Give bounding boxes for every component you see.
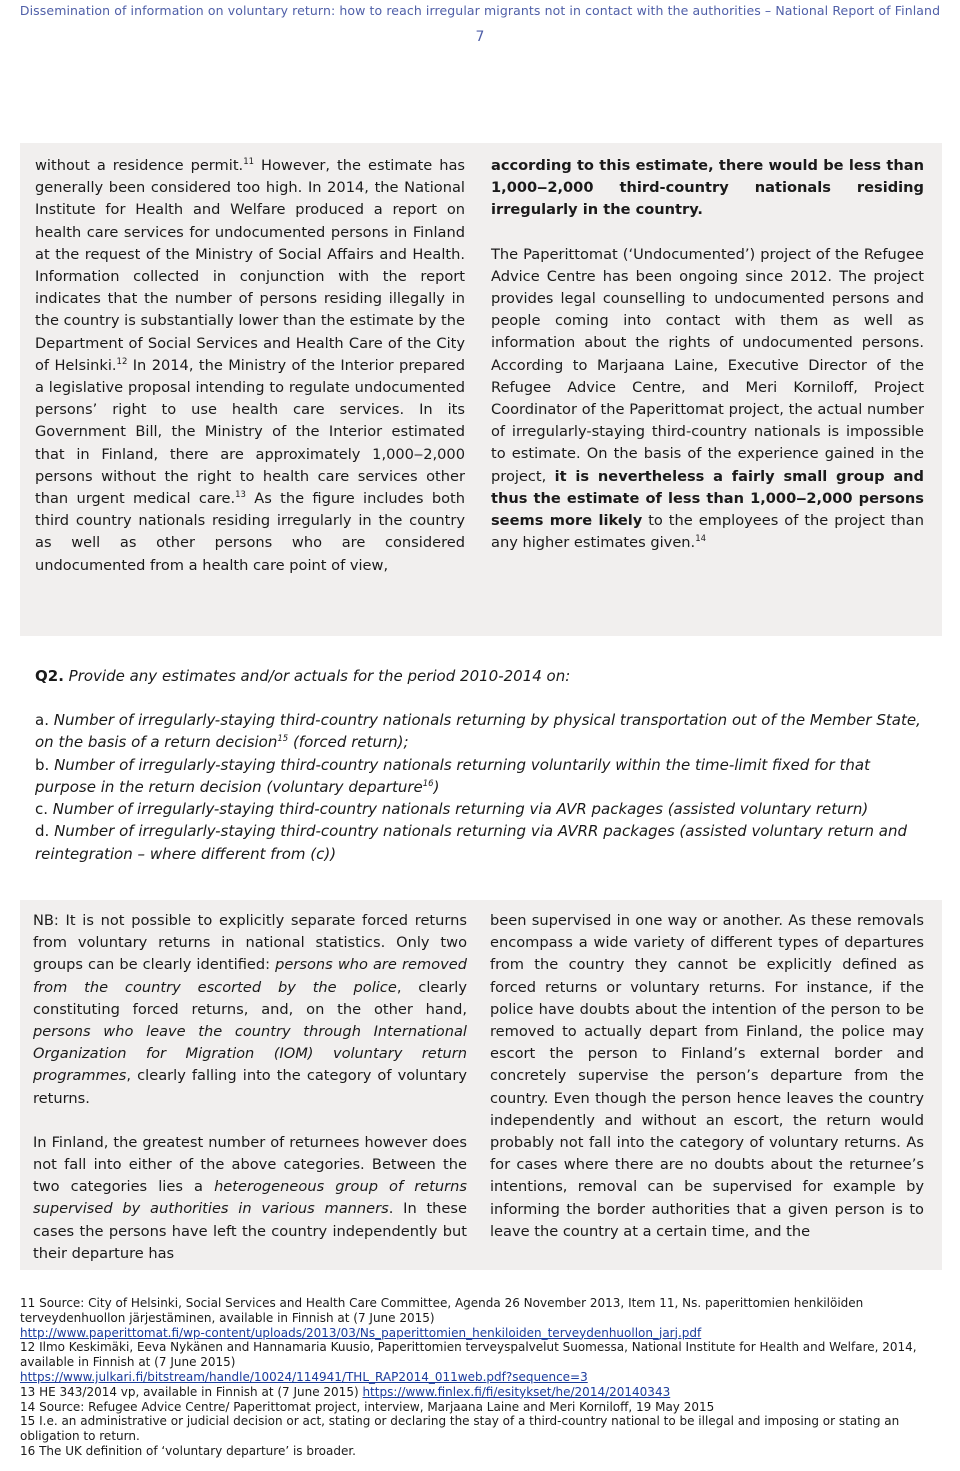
footnote-ref-14: 14	[695, 534, 707, 545]
document-title: Dissemination of information on voluntary return: how to reach irregular migrants not in contact with the authorities – National Report of Finland	[19, 3, 941, 18]
bold-text: it is nevertheless a fairly small group and thus the estimate of less than 1,000‒2,000 persons seems more likely	[491, 467, 925, 530]
footnote-14: 14 Source: Refugee Advice Centre/ Paperittomat project, interview, Marjaana Laine and Meri Korniloff, 19 May 2015	[20, 1399, 715, 1414]
text-run: As the figure includes both third country nationals residing irregularly in the country as well as other persons who are considered undocumented from a health care point of view,	[35, 490, 465, 574]
footnote-ref-16: 16	[422, 778, 434, 789]
footnote-ref-11: 11	[243, 157, 255, 168]
text-panel-returns	[20, 900, 942, 1270]
text-run: The Paperittomat (‘Undocumented’) project of the Refugee Advice Centre has been ongoing since 2012. The project provides legal counselling to undocumented persons and people coming into contact with them as well as information about the rights of undocumented persons. According to Marjaana Laine, Executive Director of the Refugee Advice Centre, and Meri Korniloff, Project Coordinator of the Paperittomat project, the actual number of irregularly-staying third-country nationals is impossible to estimate. On the basis of the experience gained in the project,	[491, 245, 924, 485]
footnote-15: 15 I.e. an administrative or judicial decision or act, stating or declaring the stay of a third-country national to be illegal and imposing or stating an obligation to return.	[20, 1414, 900, 1444]
italic-text: persons who leave the country through International Organization for Migration (IOM) voluntary return programmes	[33, 1023, 467, 1085]
item-letter: a.	[35, 711, 49, 729]
question-items	[35, 709, 927, 865]
italic-text: heterogeneous group of returns supervised by authorities in various manners	[33, 1178, 467, 1218]
text-run: NB: It is not possible to explicitly separate forced returns from voluntary returns in national statistics. Only two groups can be clearly identified:	[33, 912, 467, 974]
bold-text: according to this estimate, there would be less than 1,000‒2,000 third-country nationals residing irregularly in the country.	[491, 157, 924, 219]
text-run: In Finland, the greatest number of returnees however does not fall into either of the above categories. Between the two categories lies a	[33, 1133, 467, 1196]
footnote-12-link[interactable]: https://www.julkari.fi/bitstream/handle/10024/114941/THL_RAP2014_011web.pdf?sequence=3	[20, 1369, 588, 1384]
item-text: Number of irregularly-staying third-country nationals returning via AVRR packages (assisted voluntary return and reintegration – where different from (c))	[35, 822, 908, 863]
footnote-13	[20, 1385, 942, 1400]
footnote-ref-15: 15	[277, 734, 289, 745]
paragraph	[491, 155, 924, 222]
paragraph	[490, 910, 924, 1243]
question-text: Provide any estimates and/or actuals for the period 2010-2014 on:	[63, 667, 571, 685]
panel1-left-column	[35, 155, 465, 577]
footnote-11-link[interactable]: http://www.paperittomat.fi/wp-content/uploads/2013/03/Ns_paperittomien_henkiloiden_terveydenhuollon_jarj.pdf	[20, 1325, 702, 1340]
page-number: 7	[475, 29, 485, 45]
question-q2	[35, 665, 927, 865]
paragraph	[33, 1132, 467, 1265]
question-item-c	[35, 798, 927, 820]
text-run: , clearly falling into the category of voluntary returns.	[33, 1067, 467, 1107]
text-run: In 2014, the Ministry of the Interior prepared a legislative proposal intending to regulate undocumented persons’ right to use health care services. In its Government Bill, the Ministry of the Interior estimated that in Finland, there are approximately 1,000‒2,000 persons without the right to health care services other than urgent medical care.	[35, 356, 466, 508]
footnote-ref-13: 13	[235, 490, 246, 501]
question-label: Q2.	[35, 667, 64, 685]
panel2-right-column	[490, 910, 924, 1243]
italic-text: persons who are removed from the country escorted by the police	[33, 956, 467, 996]
question-item-a	[35, 709, 927, 754]
paragraph	[491, 244, 924, 555]
footnote-12: 12 Ilmo Keskimäki, Eeva Nykänen and Hannamaria Kuusio, Paperittomien terveyspalvelut Suomessa, National Institute for Health and Welfare, 2014, available in Finnish at (7 June 2015)	[20, 1340, 917, 1370]
panel1-right-column	[491, 155, 924, 554]
item-letter: c.	[35, 800, 49, 819]
text-run: , clearly constituting forced returns, and, on the other hand,	[33, 978, 467, 1018]
text-run: without a residence permit.	[35, 157, 244, 174]
item-text: Number of irregularly-staying third-country nationals returning voluntarily within the time-limit fixed for that purpose in the return decision (voluntary departure	[35, 755, 870, 796]
footnote-13-text: 13 HE 343/2014 vp, available in Finnish at (7 June 2015)	[20, 1384, 363, 1399]
panel2-left-column	[33, 910, 467, 1265]
paragraph	[35, 155, 465, 577]
footnotes	[20, 1296, 942, 1459]
item-text: Number of irregularly-staying third-country nationals returning via AVR packages (assisted voluntary return)	[48, 800, 869, 819]
footnote-ref-12: 12	[116, 356, 128, 367]
text-run: to the employees of the project than any higher estimates given.	[491, 512, 924, 552]
question-item-d	[35, 820, 927, 865]
item-text: (forced return);	[288, 733, 409, 752]
question-item-b	[35, 754, 927, 799]
footnote-16: 16 The UK definition of ‘voluntary departure’ is broader.	[20, 1443, 356, 1458]
footnote-11: 11 Source: City of Helsinki, Social Services and Health Care Committee, Agenda 26 November 2013, Item 11, Ns. paperittomien henkilöiden terveydenhuollon järjestäminen, available in Finnish at (7 June 2015)	[20, 1296, 864, 1325]
text-run: However, the estimate has generally been considered too high. In 2014, the National Institute for Health and Welfare produced a report on health care services for undocumented persons in Finland at the request of the Ministry of Social Affairs and Health. Information collected in conjunction with the report indicates that the number of persons residing illegally in the country is substantially lower than the estimate by the Department of Social Services and Health Care of the City of Helsinki.	[35, 157, 465, 374]
footnote-13-link[interactable]: https://www.finlex.fi/fi/esitykset/he/2014/20140343	[362, 1384, 671, 1399]
paragraph	[33, 910, 467, 1110]
question-title	[35, 665, 927, 687]
text-run: . In these cases the persons have left the country independently but their departure has	[33, 1200, 467, 1262]
item-letter: d.	[35, 822, 50, 841]
text-panel-estimates	[20, 143, 942, 636]
text-run: been supervised in one way or another. As these removals encompass a wide variety of different types of departures from the country they cannot be explicitly defined as forced returns or voluntary returns. For instance, if the police have doubts about the intention of the person to be removed to actually depart from Finland, the police may escort the person to Finland’s external border and concretely supervise the person’s departure from the country. Even though the person hence leaves the country independently and without an escort, the return would probably not fall into the category of voluntary returns. As for cases where there are no doubts about the returnee’s intentions, removal can be supervised for example by informing the border authorities that a given person is to leave the country at a certain time, and the	[490, 912, 924, 1240]
item-text: Number of irregularly-staying third-country nationals returning by physical transportation out of the Member State, on the basis of a return decision	[35, 711, 921, 752]
item-letter: b.	[35, 755, 50, 774]
item-text: )	[433, 777, 440, 796]
page-header	[0, 0, 960, 60]
